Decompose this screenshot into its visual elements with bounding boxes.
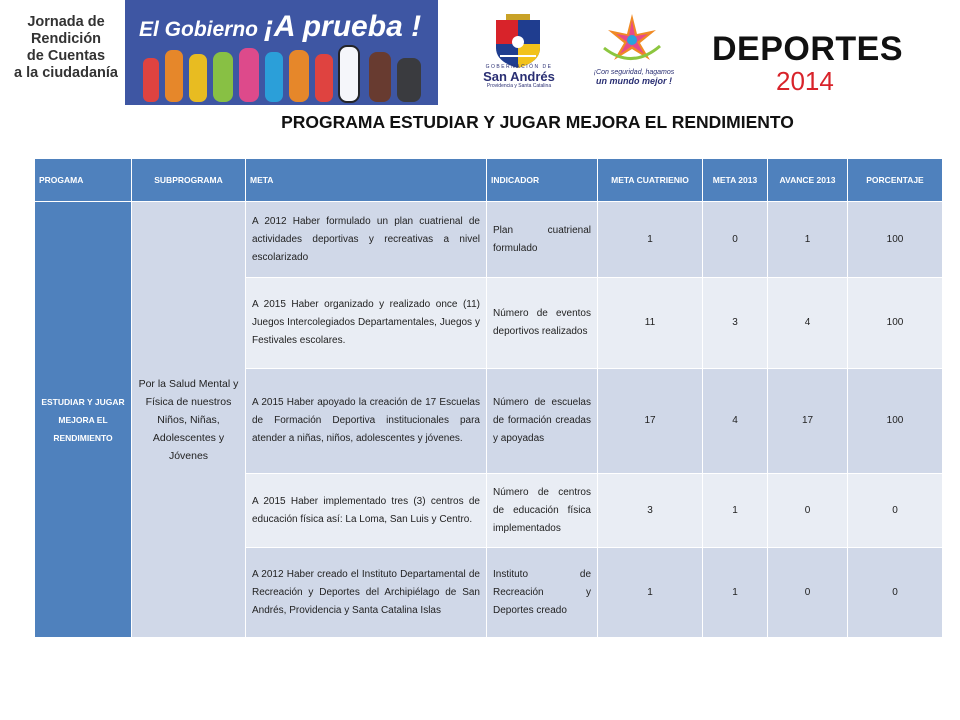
indicador-cell: Número de escuelas de formación creadas y apoyadas	[487, 369, 598, 474]
meta-cuatrienio-cell: 1	[598, 548, 703, 638]
porcentaje-cell: 100	[848, 278, 943, 369]
banner-emphasis: ¡A prueba !	[263, 10, 422, 43]
meta-cuatrienio-cell: 17	[598, 369, 703, 474]
table-row	[35, 202, 943, 278]
logo-sa-line3: Providencia y Santa Catalina	[486, 83, 552, 89]
meta-cell: A 2012 Haber creado el Instituto Departamental de Recreación y Deportes del Archipiélago de San Andrés, Providencia y Santa Catalina Islas	[246, 548, 487, 638]
meta-2013-cell: 1	[703, 548, 768, 638]
avance-2013-cell: 0	[768, 474, 848, 548]
meta-cell: A 2015 Haber organizado y realizado once (11) Juegos Intercolegiados Departamentales, Juegos y Festivales escolares.	[246, 278, 487, 369]
meta-cell: A 2012 Haber formulado un plan cuatrienal de actividades deportivas y recreativas a nivel escolarizado	[246, 202, 487, 278]
programs-table	[34, 158, 943, 638]
header-meta-cuatrienio: META CUATRIENIO	[598, 159, 703, 202]
section-year: 2014	[776, 66, 834, 96]
star-logo-text	[584, 68, 684, 86]
logo-sa-line1: GOBERNACIÓN DE	[485, 64, 553, 70]
header-porcentaje: PORCENTAJE	[848, 159, 943, 202]
meta-cuatrienio-cell: 3	[598, 474, 703, 548]
logo-star-line2: un mundo mejor !	[596, 76, 672, 86]
jornada-line: Rendición	[30, 31, 102, 47]
star-logo-icon	[596, 8, 668, 68]
meta-cell: A 2015 Haber implementado tres (3) centros de educación física así: La Loma, San Luis y Centro.	[246, 474, 487, 548]
header-meta-2013: META 2013	[703, 159, 768, 202]
meta-cuatrienio-cell: 11	[598, 278, 703, 369]
meta-cell: A 2015 Haber apoyado la creación de 17 Escuelas de Formación Deportiva institucionales para atender a niñas, niños, adolescentes y jóvenes.	[246, 369, 487, 474]
indicador-cell: Plan cuatrienal formulado	[487, 202, 598, 278]
header-subprograma: SUBPROGRAMA	[132, 159, 246, 202]
meta-2013-cell: 0	[703, 202, 768, 278]
porcentaje-cell: 0	[848, 548, 943, 638]
avance-2013-cell: 4	[768, 278, 848, 369]
porcentaje-cell: 0	[848, 474, 943, 548]
gobierno-banner	[125, 0, 438, 105]
meta-2013-cell: 3	[703, 278, 768, 369]
jornada-logo	[12, 14, 120, 82]
indicador-cell: Instituto de Recreación y Deportes creado	[487, 548, 598, 638]
avance-2013-cell: 17	[768, 369, 848, 474]
meta-2013-cell: 1	[703, 474, 768, 548]
jornada-line: Jornada de	[27, 14, 105, 30]
section-title: DEPORTES	[712, 30, 904, 68]
avance-2013-cell: 1	[768, 202, 848, 278]
header-meta: META	[246, 159, 487, 202]
meta-cuatrienio-cell: 1	[598, 202, 703, 278]
jornada-line: a la ciudadanía	[14, 65, 118, 81]
header-programa: PROGAMA	[35, 159, 132, 202]
banner-text: El Gobierno	[139, 18, 259, 41]
programa-cell: ESTUDIAR Y JUGAR MEJORA EL RENDIMIENTO	[35, 202, 132, 638]
page-title: PROGRAMA ESTUDIAR Y JUGAR MEJORA EL RENDIMIENTO	[281, 112, 794, 132]
porcentaje-cell: 100	[848, 202, 943, 278]
header-avance-2013: AVANCE 2013	[768, 159, 848, 202]
porcentaje-cell: 100	[848, 369, 943, 474]
meta-2013-cell: 4	[703, 369, 768, 474]
indicador-cell: Número de eventos deportivos realizados	[487, 278, 598, 369]
logo-sa-line2: San Andrés	[483, 69, 555, 84]
header-indicador: INDICADOR	[487, 159, 598, 202]
avance-2013-cell: 0	[768, 548, 848, 638]
banner-title	[139, 10, 421, 44]
subprograma-cell: Por la Salud Mental y Física de nuestros Niños, Niñas, Adolescentes y Jóvenes	[132, 202, 246, 638]
logo-star-line1: ¡Con seguridad, hagamos	[593, 69, 675, 76]
indicador-cell: Número de centros de educación física implementados	[487, 474, 598, 548]
jornada-line: de Cuentas	[26, 48, 106, 64]
san-andres-logo-text	[464, 64, 574, 89]
table-header-row	[35, 159, 943, 202]
